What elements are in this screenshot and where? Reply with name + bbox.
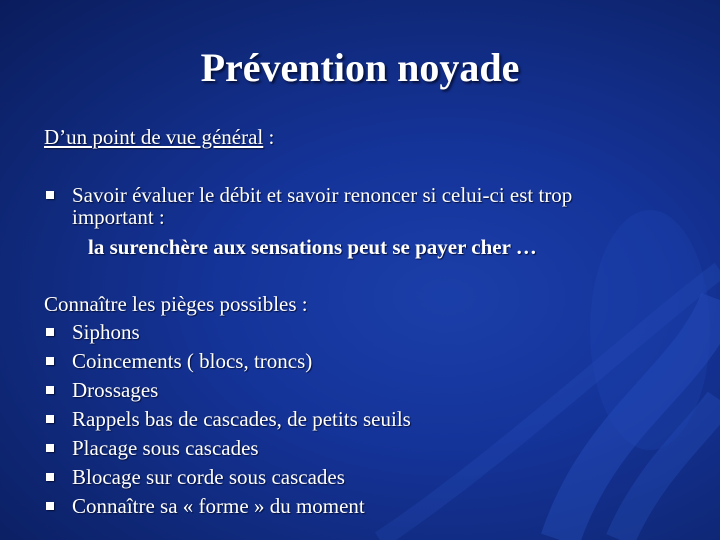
bullet-square-icon — [46, 386, 54, 394]
first-bullet-line1: Savoir évaluer le débit et savoir renoncer si celui-ci est trop — [72, 183, 573, 207]
trap-item: Blocage sur corde sous cascades — [72, 465, 345, 489]
first-bullet-line2: important : — [72, 205, 165, 229]
trap-item: Placage sous cascades — [72, 436, 259, 460]
trap-item: Coincements ( blocs, troncs) — [72, 349, 313, 373]
trap-item: Siphons — [72, 320, 140, 344]
bullet-square-icon — [46, 473, 54, 481]
subtitle-suffix: : — [263, 125, 275, 149]
bullet-square-icon — [46, 444, 54, 452]
bullet-square-icon — [46, 415, 54, 423]
subtitle — [44, 123, 274, 152]
bullet-square-icon — [46, 502, 54, 510]
subtitle-underlined: D’un point de vue général — [44, 125, 264, 149]
slide-title: Prévention noyade — [200, 45, 520, 90]
traps-heading: Connaître les pièges possibles : — [44, 292, 308, 316]
trap-item: Rappels bas de cascades, de petits seuils — [72, 407, 411, 431]
trap-item: Connaître sa « forme » du moment — [72, 494, 365, 518]
first-bullet-line3: la surenchère aux sensations peut se payer cher … — [88, 235, 537, 259]
bullet-square-icon — [46, 357, 54, 365]
bullet-square-icon — [46, 328, 54, 336]
trap-item: Drossages — [72, 378, 159, 402]
bullet-square-icon — [46, 191, 54, 199]
